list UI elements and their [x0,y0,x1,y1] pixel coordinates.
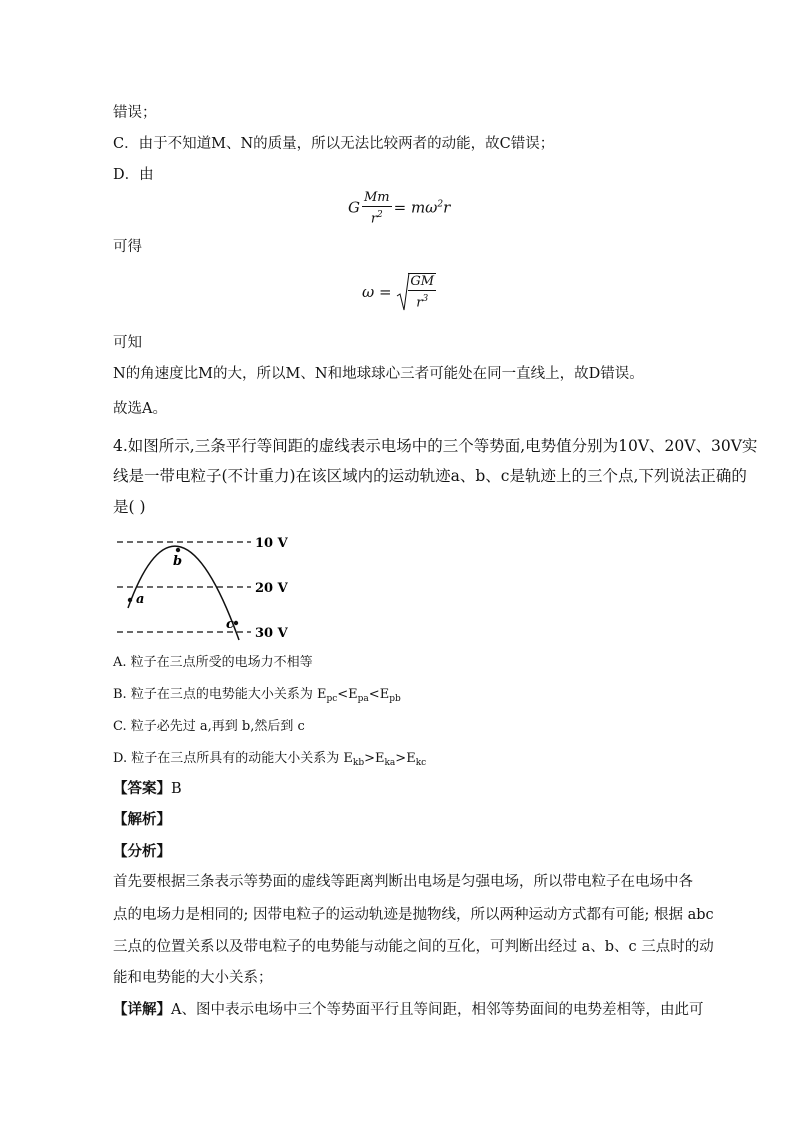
eq1-G: G [348,198,360,217]
question-line: 是( ) [113,498,146,516]
eq1-rhs-exp: 2 [437,199,444,210]
fenxi-label: 【分析】 [113,843,171,860]
particle-trajectory [128,546,239,640]
point-c-dot [234,621,238,625]
option-b-text: B. 粒子在三点的电势能大小关系为 E [113,687,327,702]
answer-value: B [171,781,182,797]
point-label: b [173,554,183,569]
text-line: D．由 [113,167,154,183]
eq1-den-exp: 2 [377,210,383,220]
option-d-text: D. 粒子在三点所具有的动能大小关系为 E [113,751,353,766]
detail-label: 【详解】 [113,1001,171,1018]
eq1-denominator [362,207,392,227]
level-label: 20 V [255,581,288,596]
eq2-numerator: GM [410,273,435,289]
option-d-text: >E [395,751,416,766]
question-line: 4.如图所示,三条平行等间距的虚线表示电场中的三个等势面,电势值分别为10V、20V、30V实 [113,437,758,455]
eq1-fraction [362,190,392,227]
text-line: N的角速度比M的大，所以M、N和地球球心三者可能处在同一直线上，故D错误。 [113,366,644,382]
equipotential-figure [113,530,303,642]
text-line: 可得 [113,239,142,255]
subscript: pb [389,694,401,704]
answer-label: 【答案】 [113,780,171,797]
paragraph-line: 三点的位置关系以及带电粒子的电势能与动能之间的互化，可判断出经过 a、b、c 三点时的动 [113,939,714,955]
point-label: c [226,617,234,632]
text-line: 可知 [113,335,142,351]
point-b-dot [176,548,180,552]
eq1-den-base: r [370,211,378,227]
option-c: C. 粒子必先过 a,再到 b,然后到 c [113,719,305,734]
eq1-rhs: = mω [393,198,438,217]
detail-text: A、图中表示电场中三个等势面平行且等间距，相邻等势面间的电势差相等，由此可 [171,1002,704,1018]
level-label: 30 V [255,626,288,641]
equation-gravity [348,190,450,227]
option-d-text: >E [364,751,385,766]
point-a-dot [128,598,132,602]
eq2-den-base: r [416,295,423,311]
answer-line [113,779,182,799]
paragraph-line: 首先要根据三条表示等势面的虚线等距离判断出电场是匀强电场，所以带电粒子在电场中各 [113,874,693,890]
option-d [113,749,426,773]
analysis-label: 【解析】 [113,811,171,828]
text-line: C．由于不知道M、N的质量，所以无法比较两者的动能，故C错误； [113,136,555,152]
eq1-numerator: Mm [363,190,390,205]
question-line: 线是一带电粒子(不计重力)在该区域内的运动轨迹a、b、c是轨迹上的三个点,下列说法正确的 [113,467,747,485]
eq2-lhs: ω = [362,283,392,301]
subscript: kb [352,758,365,768]
eq2-denominator [408,291,436,311]
paragraph-line: 能和电势能的大小关系； [113,970,273,986]
equation-omega [362,272,438,312]
point-label: a [136,592,145,607]
subscript: pa [357,694,369,704]
eq2-fraction [408,273,436,311]
text-line: 故选A。 [113,401,167,417]
option-b [113,685,401,709]
text-line: 错误； [113,105,157,121]
eq1-rhs-tail: r [443,198,451,217]
subscript: pc [326,694,338,704]
subscript: kc [415,758,427,768]
detail-line [113,1000,703,1020]
option-a: A. 粒子在三点所受的电场力不相等 [113,655,313,670]
subscript: ka [384,758,396,768]
paragraph-line: 点的电场力是相同的; 因带电粒子的运动轨迹是抛物线，所以两种运动方式都有可能; 根据 abc [113,907,714,923]
eq2-den-exp: 3 [422,293,429,304]
level-label: 10 V [255,536,288,551]
option-b-text: <E [337,687,358,702]
option-b-text: <E [368,687,390,702]
